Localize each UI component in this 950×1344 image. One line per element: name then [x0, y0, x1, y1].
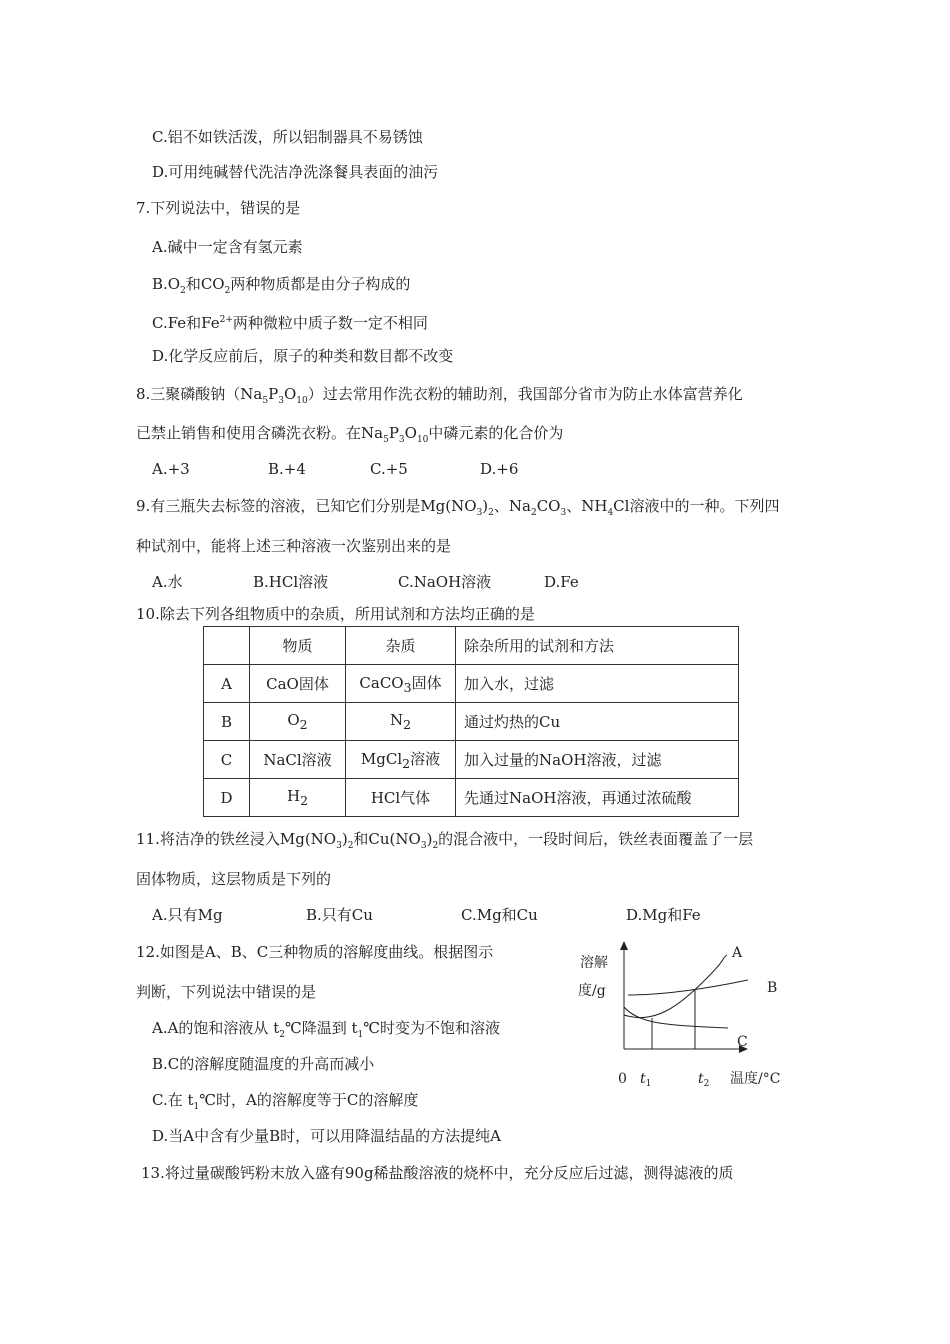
q7-option-d: D.化学反应前后，原子的种类和数目都不改变 [152, 347, 454, 365]
method-cell: 加入水，过滤 [456, 665, 739, 703]
impurity-cell: HCl气体 [346, 779, 456, 817]
question-11-cont: 固体物质，这层物质是下列的 [136, 870, 332, 888]
table-row [204, 703, 739, 741]
substance-cell: $O_2$ [250, 703, 346, 741]
option-c-line: C.铝不如铁活泼，所以铝制器具不易锈蚀 [152, 128, 423, 146]
t1-label: $t_1$ [640, 1071, 652, 1089]
q9-option-c: C.NaOH溶液 [398, 573, 492, 591]
question-13: 13.将过量碳酸钙粉末放入盛有90g稀盐酸溶液的烧杯中，充分反应后过滤，测得滤液的质 [141, 1164, 734, 1182]
q9-option-a: A.水 [152, 573, 183, 591]
curve-b [628, 980, 748, 995]
question-7: 7.下列说法中，错误的是 [136, 199, 301, 217]
solubility-curve-figure [570, 935, 800, 1095]
question-10: 10.除去下列各组物质中的杂质，所用试剂和方法均正确的是 [136, 605, 535, 623]
y-axis-arrow [620, 941, 628, 950]
row-label: A [204, 665, 250, 703]
method-cell: 加入过量的NaOH溶液，过滤 [456, 741, 739, 779]
q7-option-b: $B.O_2$和$CO_2$两种物质都是由分子构成的 [152, 275, 411, 296]
origin-label: 0 [618, 1071, 627, 1087]
y-axis-label-2: 度/g [578, 983, 606, 999]
q12-option-d: D.当A中含有少量B时，可以用降温结晶的方法提纯A [152, 1127, 501, 1145]
q7-option-a: A.碱中一定含有氢元素 [152, 238, 303, 256]
impurity-cell: MgCl$_2$溶液 [346, 741, 456, 779]
curve-b-label: B [767, 980, 778, 996]
impurity-cell: CaCO$_3$固体 [346, 665, 456, 703]
table-header-cell: 物质 [250, 627, 346, 665]
question-8-cont: 已禁止销售和使用含磷洗衣粉。在$Na_5P_3O_{10}$中磷元素的化合价为 [136, 424, 564, 445]
t2-label: $t_2$ [698, 1071, 710, 1089]
curve-c [624, 1007, 728, 1028]
q11-option-a: A.只有Mg [152, 906, 223, 924]
question-9: 9.有三瓶失去标签的溶液，已知它们分别是$Mg(NO_3)_2$、$Na_2CO_3$、$NH_4Cl$溶液中的一种。下列四 [136, 497, 780, 518]
curve-a-label: A [732, 945, 743, 961]
y-axis-label-1: 溶解 [580, 955, 608, 971]
row-label: B [204, 703, 250, 741]
impurity-table [203, 626, 739, 817]
curve-c-label: C [737, 1034, 748, 1050]
table-row [204, 665, 739, 703]
question-12: 12.如图是A、B、C三种物质的溶解度曲线。根据图示 [136, 943, 494, 961]
q11-option-d: D.Mg和Fe [626, 906, 701, 924]
table-header-cell: 除杂所用的试剂和方法 [456, 627, 739, 665]
row-label: C [204, 741, 250, 779]
x-axis-label: 温度/°C [730, 1071, 781, 1087]
substance-cell: CaO固体 [250, 665, 346, 703]
q12-option-c: C.在 $t_1℃$时，A的溶解度等于C的溶解度 [152, 1091, 419, 1112]
q8-option-c: C.+5 [370, 460, 408, 478]
q8-option-a: A.+3 [152, 460, 190, 478]
q12-option-b: B.C的溶解度随温度的升高而减小 [152, 1055, 375, 1073]
q12-option-a: A.A的饱和溶液从 $t_2℃$降温到 $t_1℃$时变为不饱和溶液 [152, 1019, 501, 1040]
table-row [204, 779, 739, 817]
q7-option-c: C.Fe和$Fe^{2+}$两种微粒中质子数一定不相同 [152, 314, 428, 332]
q11-option-b: B.只有Cu [306, 906, 373, 924]
question-8: 8.三聚磷酸钠$(Na_5P_3O_{10})$过去常用作洗衣粉的辅助剂，我国部分省市为防止水体富营养化 [136, 385, 743, 406]
table-row [204, 741, 739, 779]
row-label: D [204, 779, 250, 817]
impurity-cell: $N_2$ [346, 703, 456, 741]
option-d-line: D.可用纯碱替代洗洁净洗涤餐具表面的油污 [152, 163, 439, 181]
q9-option-b: B.HCl溶液 [253, 573, 329, 591]
table-header-cell [204, 627, 250, 665]
q11-option-c: C.Mg和Cu [461, 906, 538, 924]
q8-option-d: D.+6 [480, 460, 519, 478]
substance-cell: NaCl溶液 [250, 741, 346, 779]
substance-cell: $H_2$ [250, 779, 346, 817]
table-header-row [204, 627, 739, 665]
table-header-cell: 杂质 [346, 627, 456, 665]
question-9-cont: 种试剂中，能将上述三种溶液一次鉴别出来的是 [136, 537, 452, 555]
question-11: 11.将洁净的铁丝浸入$Mg(NO_3)_2$和$Cu(NO_3)_2$的混合液中，一段时间后，铁丝表面覆盖了一层 [136, 830, 754, 851]
method-cell: 通过灼热的Cu [456, 703, 739, 741]
curve-a [624, 955, 727, 1018]
q9-option-d: D.Fe [544, 573, 579, 591]
question-12-cont: 判断，下列说法中错误的是 [136, 983, 317, 1001]
q8-option-b: B.+4 [268, 460, 306, 478]
method-cell: 先通过NaOH溶液，再通过浓硫酸 [456, 779, 739, 817]
